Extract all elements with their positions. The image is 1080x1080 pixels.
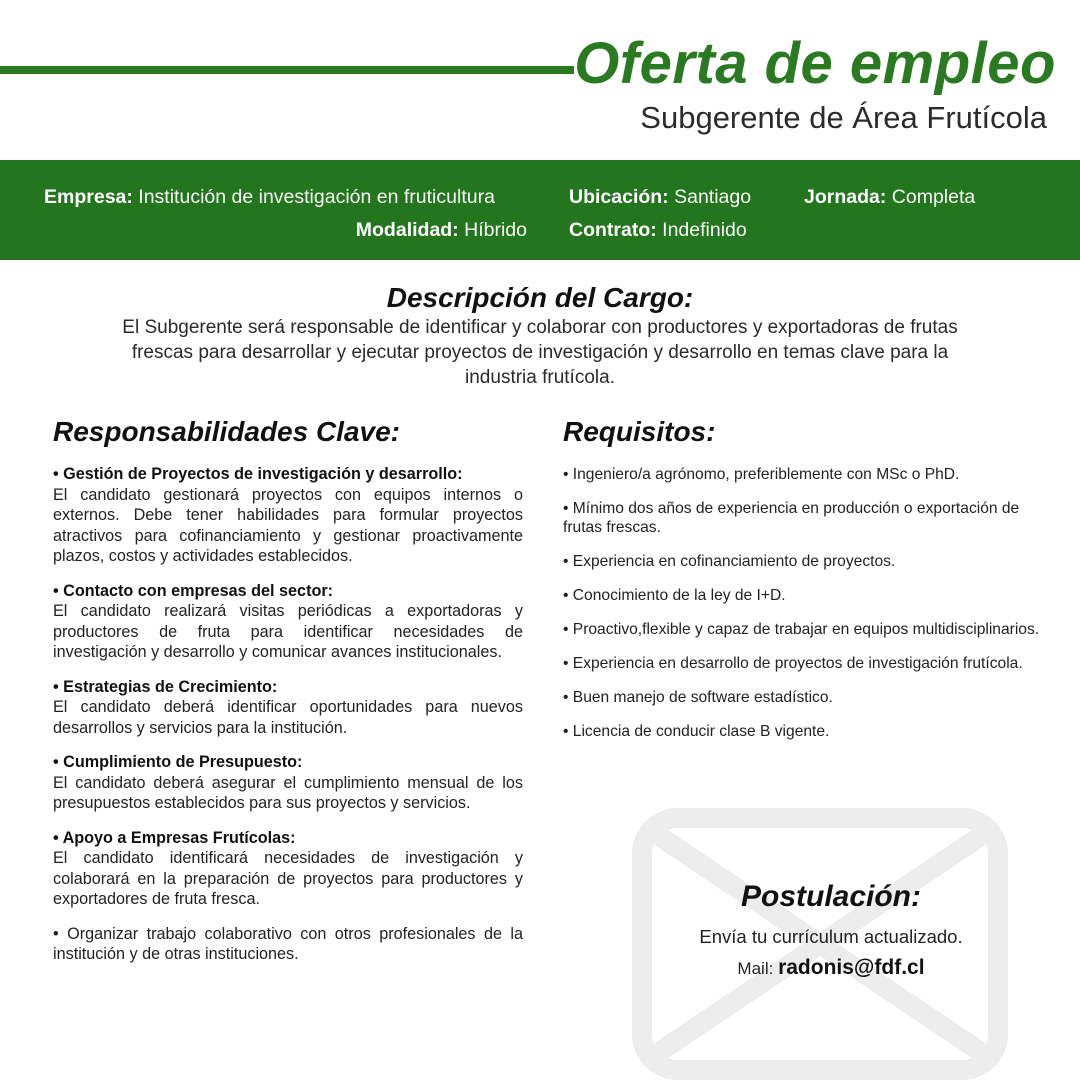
list-item <box>53 828 523 910</box>
list-item <box>53 581 523 663</box>
responsibility-title: • Cumplimiento de Presupuesto: <box>53 753 303 771</box>
page-title: Oferta de empleo <box>574 31 1056 96</box>
list-item: • Licencia de conducir clase B vigente. <box>563 723 830 740</box>
responsibility-text: El candidato identificará necesidades de investigación y colaborará en la preparación de proyectos para productores y exportadores de fruta fresca. <box>53 849 523 908</box>
list-item: • Mínimo dos años de experiencia en producción o exportación de frutas frescas. <box>563 500 1020 536</box>
responsibilities-column <box>53 416 523 979</box>
application-text: Envía tu currículum actualizado. <box>699 926 963 947</box>
list-item <box>53 924 523 965</box>
list-item: • Experiencia en desarrollo de proyectos de investigación frutícola. <box>563 655 1023 672</box>
info-jornada <box>804 186 975 209</box>
requirements-title: Requisitos: <box>563 416 716 447</box>
list-item: • Conocimiento de la ley de I+D. <box>563 587 786 604</box>
info-empresa-label: Empresa: <box>44 186 133 208</box>
requirements-column <box>563 416 1043 756</box>
info-contrato-value: Indefinido <box>662 219 747 241</box>
job-title: Subgerente de Área Frutícola <box>640 100 1047 135</box>
responsibility-title: • Apoyo a Empresas Frutícolas: <box>53 828 296 847</box>
info-modalidad-label: Modalidad: <box>355 219 459 241</box>
application-mail <box>631 956 1031 980</box>
mail-address-link[interactable]: radonis@fdf.cl <box>778 956 925 979</box>
info-ubicacion-value: Santiago <box>674 186 752 208</box>
info-ubicacion <box>569 186 751 209</box>
responsibility-text: El candidato gestionará proyectos con equipos internos o externos. Debe tener habilidades para formular proyectos atractivos para cofinanciamiento y gestionar proactivamente plazos, costos y actividades establecidos. <box>53 485 523 565</box>
list-item: • Experiencia en cofinanciamiento de proyectos. <box>563 553 896 570</box>
info-jornada-label: Jornada: <box>804 186 887 208</box>
mail-label: Mail: <box>737 959 774 978</box>
info-contrato-label: Contrato: <box>569 219 657 241</box>
info-ubicacion-label: Ubicación: <box>569 186 669 208</box>
list-item: • Buen manejo de software estadístico. <box>563 689 833 706</box>
responsibility-title: • Estrategias de Crecimiento: <box>53 677 278 696</box>
responsibility-title: • Gestión de Proyectos de investigación y desarrollo: <box>53 465 463 483</box>
list-item <box>53 677 523 739</box>
list-item: • Ingeniero/a agrónomo, preferiblemente con MSc o PhD. <box>563 466 960 483</box>
responsibility-text: El candidato realizará visitas periódicas a exportadoras y productores de fruta para identificar necesidades de investigación y desarrollo y comunicar avances institucionales. <box>53 602 523 661</box>
responsibilities-title: Responsabilidades Clave: <box>53 416 401 447</box>
responsibility-text: El candidato deberá identificar oportunidades para nuevos desarrollos y servicios para la institución. <box>53 698 523 737</box>
info-modalidad <box>356 219 527 242</box>
info-contrato <box>569 219 747 242</box>
info-jornada-value: Completa <box>891 186 976 208</box>
application-title: Postulación: <box>740 880 921 913</box>
info-empresa <box>44 186 495 209</box>
list-item: • Proactivo,flexible y capaz de trabajar en equipos multidisciplinarios. <box>563 621 1040 638</box>
description-text: El Subgerente será responsable de identificar y colaborar con productores y exportadoras de frutas frescas para desarrollar y ejecutar proyectos de investigación y desarrollo en temas clave para la industria frutícola. <box>122 317 958 388</box>
header-rule <box>0 66 574 74</box>
responsibility-title: • Contacto con empresas del sector: <box>53 581 334 600</box>
info-empresa-value: Institución de investigación en fruticultura <box>138 186 495 208</box>
list-item <box>53 752 523 814</box>
info-modalidad-value: Híbrido <box>464 219 527 241</box>
responsibility-extra: • Organizar trabajo colaborativo con otros profesionales de la institución y de otras instituciones. <box>53 924 523 963</box>
list-item <box>53 464 523 567</box>
responsibility-text: El candidato deberá asegurar el cumplimiento mensual de los presupuestos establecidos para sus proyectos y servicios. <box>53 773 523 812</box>
description-title: Descripción del Cargo: <box>386 282 694 313</box>
job-info-band <box>0 160 1080 260</box>
